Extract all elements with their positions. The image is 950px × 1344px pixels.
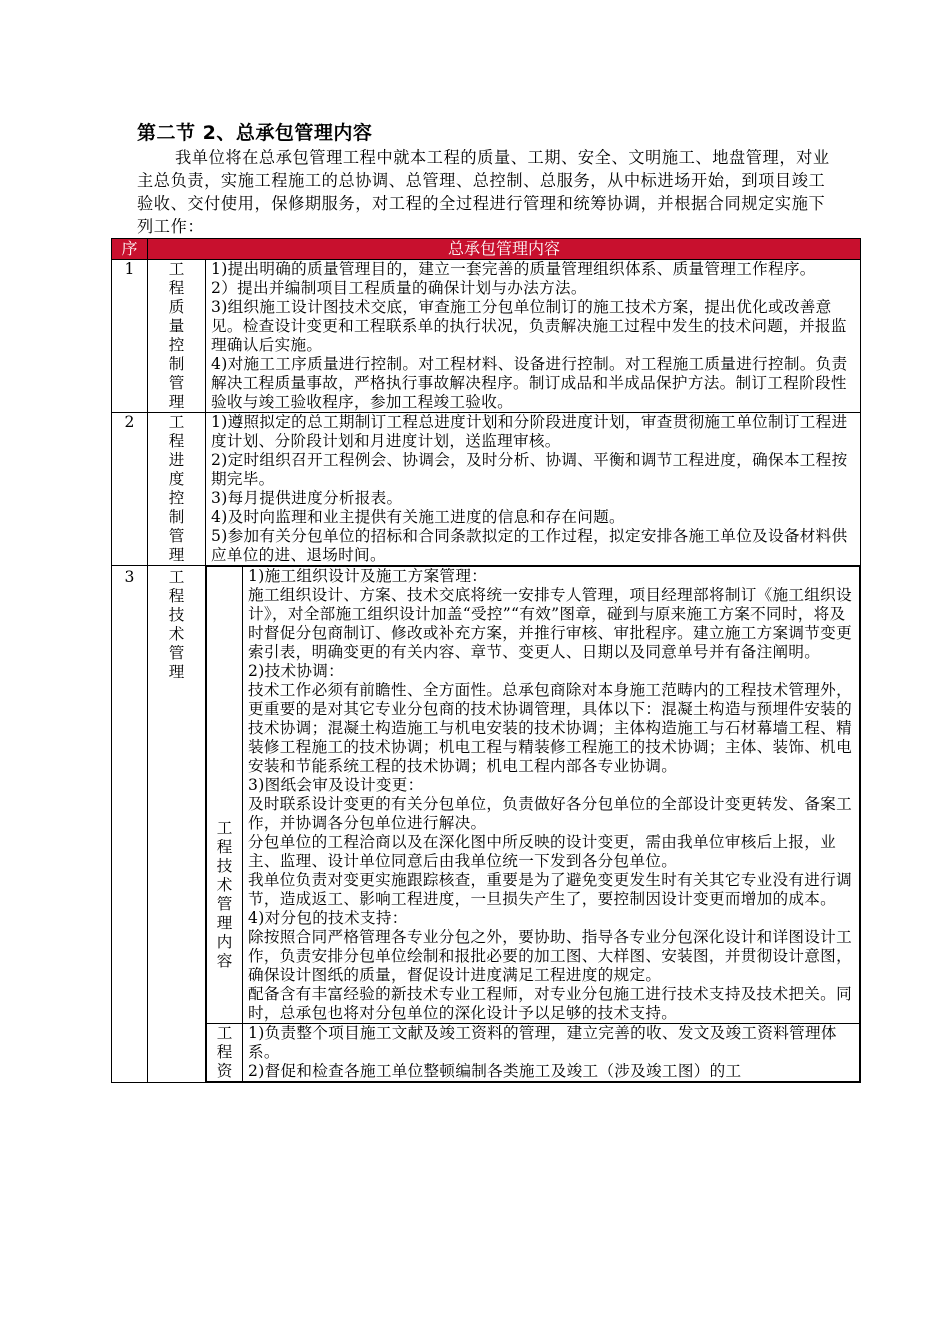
list-item: 我单位负责对变更实施跟踪核查，重要是为了避免变更发生时有关其它专业没有进行调节，造成返工、影响工程进度，一旦损失产生了，要控制因设计变更而增加的成本。 (248, 871, 852, 908)
list-item: 1)提出明确的质量管理目的，建立一套完善的质量管理组织体系、质量管理工作程序。 (211, 260, 816, 278)
list-item: 4)及时向监理和业主提供有关施工进度的信息和存在问题。 (211, 508, 625, 526)
section-heading: 第二节 2、总承包管理内容 (137, 122, 373, 144)
list-item: 1)遵照拟定的总工期制订工程总进度计划和分阶段进度计划，审查贯彻施工单位制订工程进度计划、分阶段计划和月进度计划，送监理审核。 (211, 413, 848, 450)
list-item: 配备含有丰富经验的新技术专业工程师，对专业分包施工进行技术支持及技术把关。同时，总承包也将对分包单位的深化设计予以足够的技术支持。 (248, 985, 852, 1022)
list-item: 2）提出并编制项目工程质量的确保计划与办法方法。 (211, 279, 587, 297)
row-content (206, 260, 861, 413)
subsection-content (243, 1024, 860, 1082)
subsection-label: 工程资 (216, 1024, 233, 1080)
table-header-row (112, 239, 861, 260)
row-category (148, 413, 206, 566)
list-item: 3)每月提供进度分析报表。 (211, 489, 403, 507)
table-row (112, 566, 861, 1083)
list-item: 5)参加有关分包单位的招标和合同条款拟定的工作过程，拟定安排各施工单位及设备材料供应单位的进、退场时间。 (211, 527, 848, 564)
list-item: 3)图纸会审及设计变更： (248, 776, 424, 794)
list-item: 3)组织施工设计图技术交底，审查施工分包单位制订的施工技术方案，提出优化或改善意见。检查设计变更和工程联系单的执行状况，负责解决施工过程中发生的技术问题，并报监理确认后实施。 (211, 298, 847, 354)
list-item: 及时联系设计变更的有关分包单位，负责做好各分包单位的全部设计变更转发、备案工作，并协调各分包单位进行解决。 (248, 795, 852, 832)
table-row (112, 413, 861, 566)
row-category (148, 566, 206, 1083)
row-category (148, 260, 206, 413)
row-content (206, 566, 861, 1083)
intro-paragraph: 我单位将在总承包管理工程中就本工程的质量、工期、安全、文明施工、地盘管理，对业主总负责，实施工程施工的总协调、总管理、总控制、总服务，从中标进场开始，到项目竣工验收、交付使用，保修期服务，对工程的全过程进行管理和统筹协调，并根据合同规定实施下列工作： (137, 148, 830, 236)
header-content: 总承包管理内容 (148, 239, 861, 260)
list-item: 2)督促和检查各施工单位整顿编制各类施工及竣工（涉及竣工图）的工 (248, 1062, 742, 1080)
management-table (111, 238, 861, 1083)
list-item: 4)对分包的技术支持： (248, 909, 408, 927)
header-seq: 序 (112, 239, 148, 260)
subsection-label: 工程技术管理内容 (216, 819, 233, 970)
row-seq: 1 (112, 260, 148, 413)
subsection-label-cell (207, 1024, 243, 1082)
subsection-row (207, 1024, 860, 1082)
subsection-label-cell (207, 567, 243, 1024)
category-label: 工程质量控制管理 (168, 260, 185, 411)
subsection-content (243, 567, 860, 1024)
row-seq: 3 (112, 566, 148, 1083)
list-item: 施工组织设计、方案、技术交底将统一安排专人管理，项目经理部将制订《施工组织设计》，对全部施工组织设计加盖“受控”“有效”图章，碰到与原来施工方案不同时，将及时督促分包商制订、修改或补充方案，并推行审核、审批程序。建立施工方案调节变更索引表，明确变更的有关内容、章节、变更人、日期以及同意单号并有备注阐明。 (248, 586, 852, 661)
list-item: 除按照合同严格管理各专业分包之外，要协助、指导各专业分包深化设计和详图设计工作，负责安排分包单位绘制和报批必要的加工图、大样图、安装图，并贯彻设计意图，确保设计图纸的质量，督促设计进度满足工程进度的规定。 (248, 928, 852, 984)
list-item: 1)负责整个项目施工文献及竣工资料的管理，建立完善的收、发文及竣工资料管理体系。 (248, 1024, 837, 1061)
subsection-row (207, 567, 860, 1024)
list-item: 2)技术协调： (248, 662, 345, 680)
list-item: 2)定时组织召开工程例会、协调会，及时分析、协调、平衡和调节工程进度，确保本工程按期完毕。 (211, 451, 848, 488)
subsection-table (206, 566, 860, 1082)
list-item: 分包单位的工程洽商以及在深化图中所反映的设计变更，需由我单位审核后上报，业主、监理、设计单位同意后由我单位统一下发到各分包单位。 (248, 833, 837, 870)
category-label: 工程技术管理 (168, 568, 185, 681)
list-item: 4)对施工工序质量进行控制。对工程材料、设备进行控制。对工程施工质量进行控制。负责解决工程质量事故，严格执行事故解决程序。制订成品和半成品保护方法。制订工程阶段性验收与竣工验收程序，参加工程竣工验收。 (211, 355, 848, 411)
row-content (206, 413, 861, 566)
category-label: 工程进度控制管理 (168, 413, 185, 564)
list-item: 1)施工组织设计及施工方案管理： (248, 567, 488, 585)
list-item: 技术工作必须有前瞻性、全方面性。总承包商除对本身施工范畴内的工程技术管理外，更重要的是对其它专业分包商的技术协调管理，具体以下：混凝土构造与预埋件安装的技术协调；混凝土构造施工与机电安装的技术协调；主体构造施工与石材幕墙工程、精装修工程施工的技术协调；机电工程与精装修工程施工的技术协调；主体、装饰、机电安装和节能系统工程的技术协调；机电工程内部各专业协调。 (248, 681, 852, 775)
table-row (112, 260, 861, 413)
row-seq: 2 (112, 413, 148, 566)
